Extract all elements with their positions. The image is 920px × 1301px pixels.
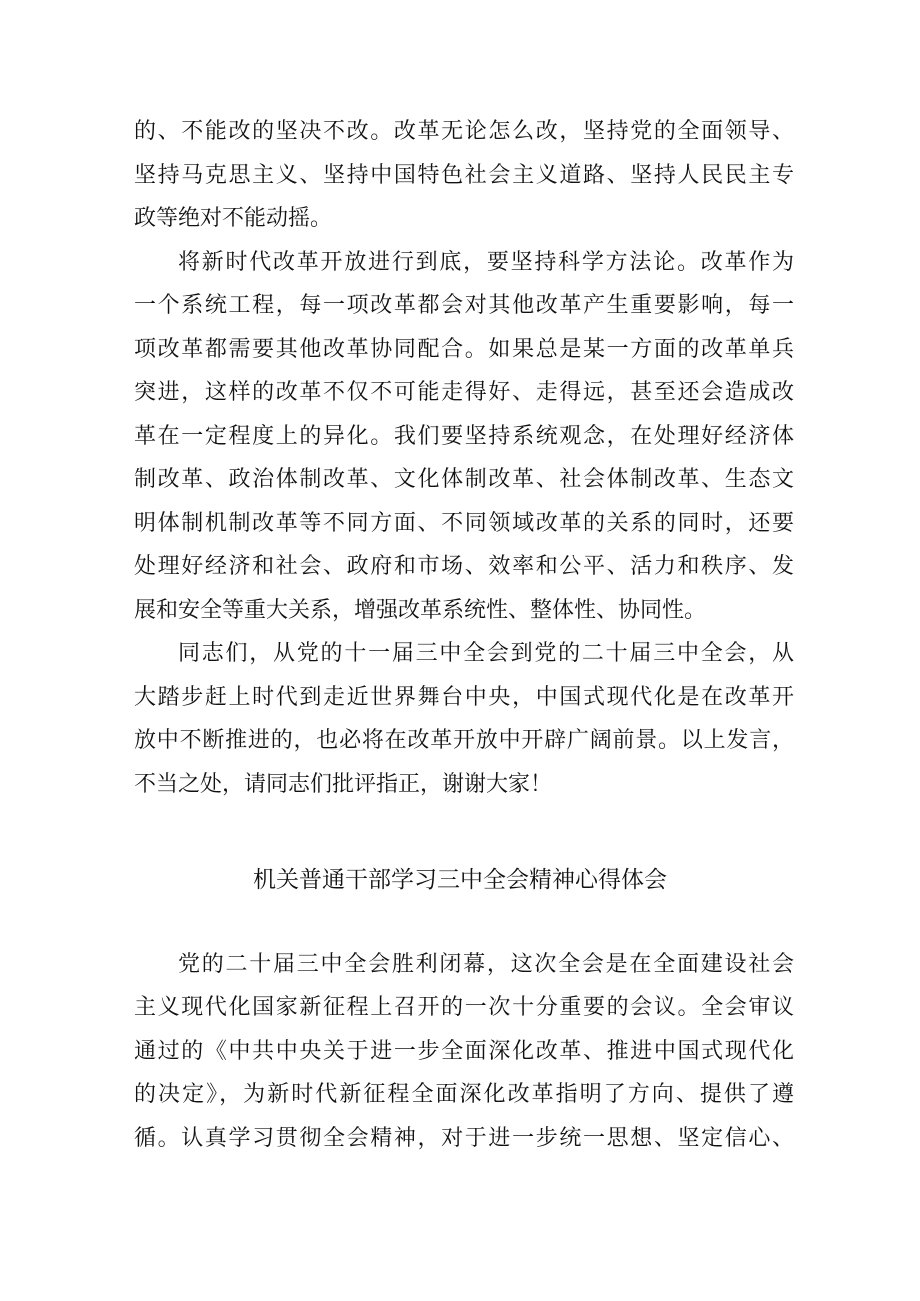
paragraph-2-line-3: 项改革都需要其他改革协同配合。如果总是某一方面的改革单兵 — [134, 337, 794, 362]
section-paragraph-line-4: 的决定》，为新时代新征程全面深化改革指明了方向、提供了遵 — [134, 1082, 794, 1107]
section-paragraph-line-3: 通过的《中共中央关于进一步全面深化改革、推进中国式现代化 — [134, 1039, 794, 1064]
paragraph-2-line-4: 突进，这样的改革不仅不可能走得好、走得远，甚至还会造成改 — [134, 380, 794, 405]
paragraph-2-line-5: 革在一定程度上的异化。我们要坚持系统观念，在处理好经济体 — [134, 424, 794, 449]
section-paragraph-line-1: 党的二十届三中全会胜利闭幕，这次全会是在全面建设社会 — [178, 952, 794, 977]
section-paragraph-line-5: 循。认真学习贯彻全会精神，对于进一步统一思想、坚定信心、 — [134, 1126, 794, 1151]
paragraph-2-line-6: 制改革、政治体制改革、文化体制改革、社会体制改革、生态文 — [134, 467, 794, 492]
section-paragraph-line-2: 主义现代化国家新征程上召开的一次十分重要的会议。全会审议 — [134, 995, 794, 1020]
paragraph-3-line-2: 大踏步赶上时代到走近世界舞台中央，中国式现代化是在改革开 — [134, 685, 794, 710]
paragraph-2-line-8: 处理好经济和社会、政府和市场、效率和公平、活力和秩序、发 — [134, 554, 794, 579]
paragraph-2-line-7: 明体制机制改革等不同方面、不同领域改革的关系的同时，还要 — [134, 511, 794, 536]
paragraph-1-line-2: 坚持马克思主义、坚持中国特色社会主义道路、坚持人民民主专 — [134, 163, 794, 188]
paragraph-2-line-2: 一个系统工程，每一项改革都会对其他改革产生重要影响，每一 — [134, 293, 794, 318]
paragraph-2-line-9: 展和安全等重大关系，增强改革系统性、整体性、协同性。 — [134, 598, 707, 623]
paragraph-1-line-1: 的、不能改的坚决不改。改革无论怎么改，坚持党的全面领导、 — [134, 119, 794, 144]
section-title: 机关普通干部学习三中全会精神心得体会 — [253, 867, 667, 893]
paragraph-3-line-4: 不当之处，请同志们批评指正，谢谢大家！ — [134, 772, 553, 797]
paragraph-1-line-3: 政等绝对不能动摇。 — [134, 206, 333, 231]
paragraph-2-line-1: 将新时代改革开放进行到底，要坚持科学方法论。改革作为 — [178, 250, 794, 275]
paragraph-3-line-1: 同志们，从党的十一届三中全会到党的二十届三中全会，从 — [178, 641, 794, 666]
paragraph-3-line-3: 放中不断推进的，也必将在改革开放中开辟广阔前景。以上发言， — [134, 728, 794, 753]
